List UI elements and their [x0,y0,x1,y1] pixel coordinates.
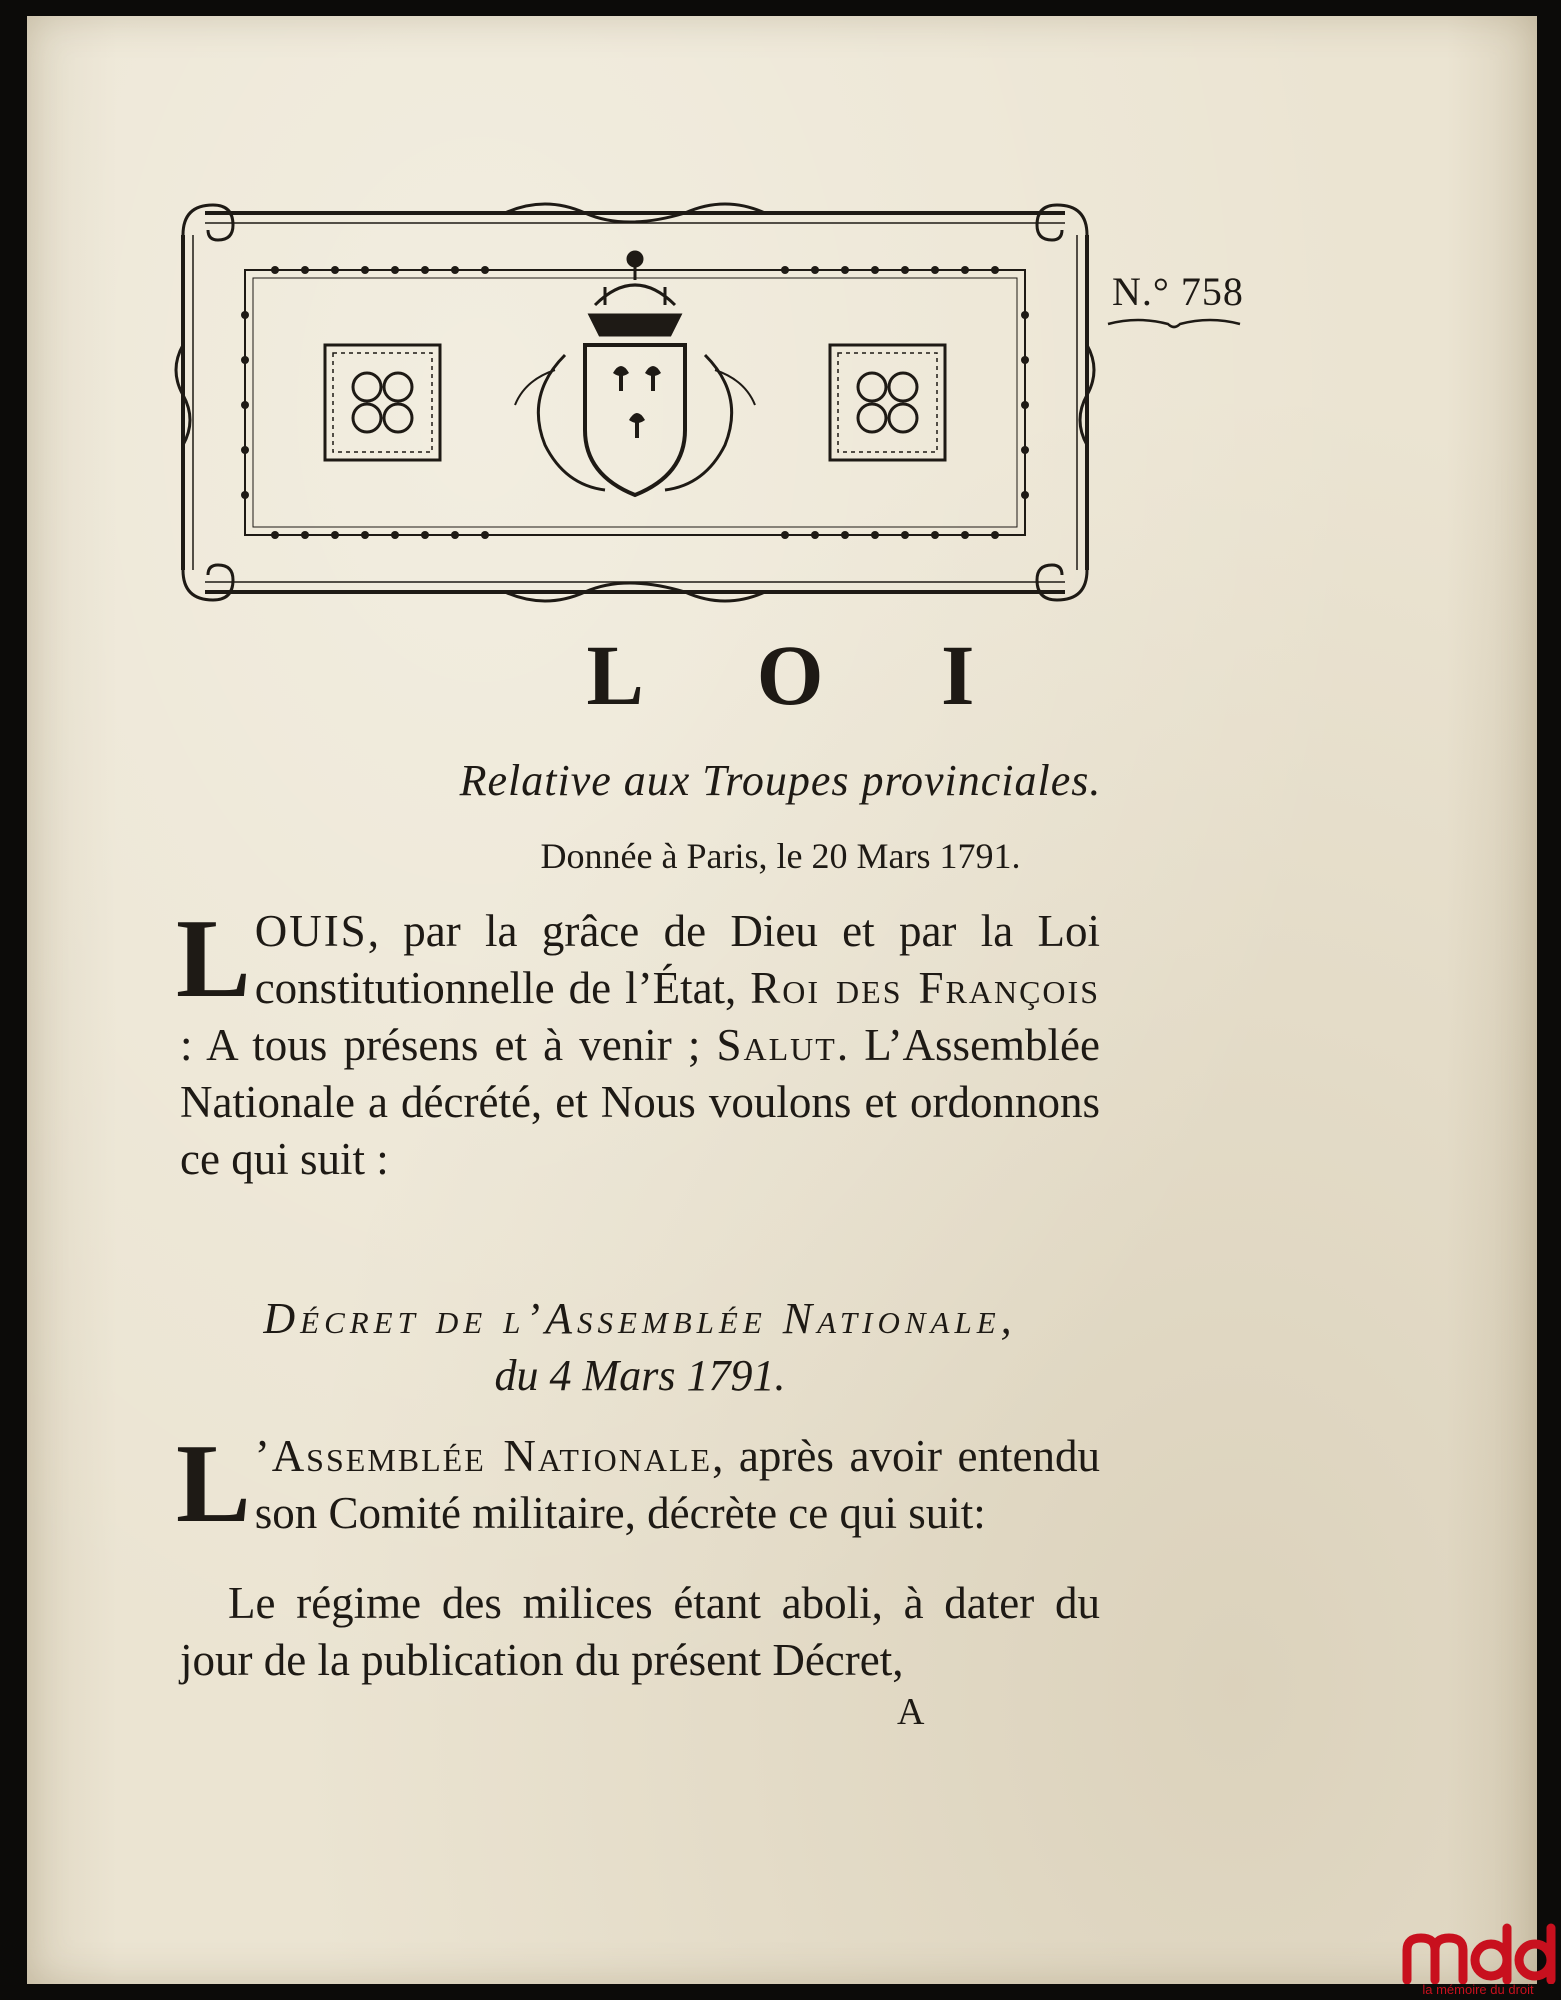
opening-word: OUIS [254,906,368,956]
signature-letter: A [897,1691,925,1733]
preamble-text-1: , par la grâce de Dieu et par la Loi constitutionnelle de l’État, [254,906,1100,1013]
preamble-paragraph [176,897,1100,1188]
salut-word: Salut [716,1020,837,1070]
document-dateline: Donnée à Paris, le 20 Mars 1791. [540,836,1021,876]
king-title: Roi des François [750,963,1100,1013]
decree-intro-text: , après avoir entendu son Comité militaire, décrète ce qui suit: [254,1431,1100,1538]
decree-intro-paragraph [176,1422,1100,1546]
dropcap: L [176,1422,251,1546]
mdd-watermark [1395,1920,1561,2000]
document-number: N.° 758 [1112,269,1244,314]
preamble-text-2: : A tous présens et à venir ; [180,1020,717,1070]
document-title: L O I [586,627,1023,723]
watermark-caption: la mémoire du droit [1422,1982,1534,1997]
preamble-text-3: . L’Assemblée Nationale a décrété, et Nous voulons et ordonnons ce qui suit : [180,1020,1100,1184]
document-subtitle: Relative aux Troupes provinciales. [459,756,1102,805]
flourish-icon [1104,312,1244,336]
decree-date: du 4 Mars 1791. [494,1351,786,1400]
royal-arms-ornament-icon [165,195,1105,610]
decree-title: Décret de l’Assemblée Nationale, [263,1294,1017,1343]
article-paragraph: Le régime des milices étant aboli, à dater du jour de la publication du présent Décret, [180,1578,1100,1685]
decree-heading [180,1290,1100,1404]
assembly-name: ’Assemblée Nationale [254,1431,713,1481]
mdd-logo-icon [1395,1920,1561,1984]
dropcap: L [176,897,251,1021]
